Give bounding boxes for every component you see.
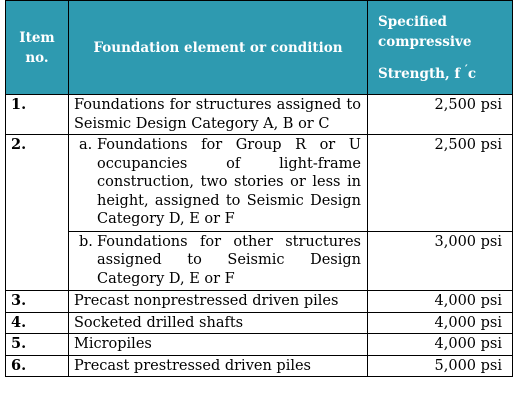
concrete-strength-table	[5, 0, 513, 377]
sub-item-label: b.	[79, 233, 93, 250]
table-row	[6, 312, 513, 334]
table-row	[6, 355, 513, 377]
row-strength: 4,000 psi	[368, 291, 513, 313]
table-header-row	[6, 1, 513, 95]
row-strength: 4,000 psi	[368, 312, 513, 334]
row-foundation-element: Micropiles	[69, 334, 368, 356]
row-foundation-element: Precast nonprestressed driven piles	[69, 291, 368, 313]
row-item-no: 1.	[6, 95, 69, 135]
row-item-no: 2.	[6, 135, 69, 291]
header-item-no	[6, 1, 69, 95]
table-row	[6, 95, 513, 135]
row-foundation-element: Foundations for structures assigned to Seismic Design Category A, B or C	[69, 95, 368, 135]
header-foundation-element: Foundation element or condition	[69, 1, 368, 95]
table-row	[6, 334, 513, 356]
header-strength-line3-wrap	[378, 64, 512, 84]
header-strength-line1: Specified	[378, 13, 447, 30]
header-strength-line2: compressive	[378, 33, 472, 50]
row-foundation-subelement	[69, 231, 368, 291]
row-strength: 2,500 psi	[368, 95, 513, 135]
header-item-line2: no.	[25, 49, 49, 66]
row-strength: 5,000 psi	[368, 355, 513, 377]
table-row	[6, 135, 513, 232]
sub-item-label: a.	[79, 137, 93, 153]
row-item-no: 6.	[6, 355, 69, 377]
header-strength-prime: ′	[464, 62, 468, 75]
sub-item-text: Foundations for Group R or U occupancies of light-frame construction, two stories or less in height, assigned to Seismic Design Category D, E or F	[97, 137, 361, 227]
header-item-line1: Item	[19, 29, 55, 46]
header-strength-line3: Strength, f	[378, 65, 461, 82]
row-item-no: 5.	[6, 334, 69, 356]
row-strength: 2,500 psi	[368, 135, 513, 232]
row-item-no: 4.	[6, 312, 69, 334]
sub-item-text: Foundations for other structures assigned to Seismic Design Category D, E or F	[97, 233, 361, 287]
header-specified-strength	[368, 1, 513, 95]
row-foundation-element: Socketed drilled shafts	[69, 312, 368, 334]
row-strength: 4,000 psi	[368, 334, 513, 356]
header-strength-sub: c	[467, 65, 477, 82]
concrete-strength-table-container	[5, 0, 513, 377]
table-row	[6, 231, 513, 291]
row-strength: 3,000 psi	[368, 231, 513, 291]
table-row	[6, 291, 513, 313]
row-foundation-element: Precast prestressed driven piles	[69, 355, 368, 377]
row-foundation-subelement	[69, 135, 368, 232]
row-item-no: 3.	[6, 291, 69, 313]
